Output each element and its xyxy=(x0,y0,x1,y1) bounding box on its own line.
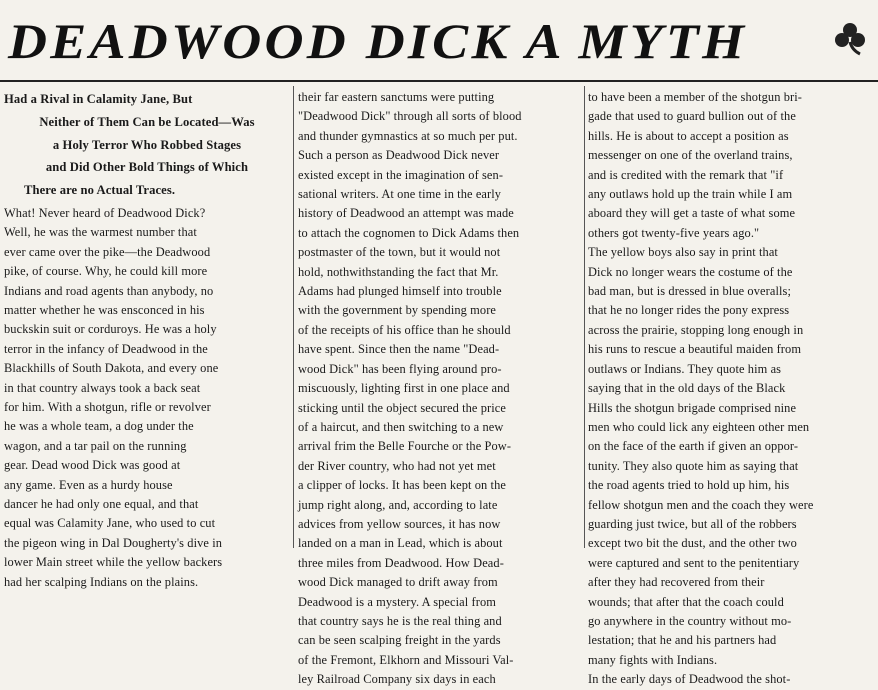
text-line: in that country always took a back seat xyxy=(4,380,201,395)
column-divider xyxy=(584,86,585,548)
text-line: dancer he had only one equal, and that xyxy=(4,497,199,512)
text-line: miscuously, lighting first in one place and xyxy=(298,381,510,396)
text-line: his runs to rescue a beautiful maiden from xyxy=(588,342,802,357)
text-line: postmaster of the town, but it would not xyxy=(298,245,501,260)
text-line: advices from yellow sources, it has now xyxy=(298,516,501,531)
text-line: on the face of the earth if given an oppor- xyxy=(588,439,799,454)
text-line: three miles from Deadwood. How Dead- xyxy=(298,555,504,570)
column-1 xyxy=(4,88,290,589)
text-line: terror in the infancy of Deadwood in the xyxy=(4,341,208,356)
text-line: wood Dick" has been flying around pro- xyxy=(298,361,502,376)
text-line: landed on a man in Lead, which is about xyxy=(298,536,503,551)
text-line: In the early days of Deadwood the shot- xyxy=(588,672,791,687)
text-line: gear. Dead wood Dick was good at xyxy=(4,458,181,473)
subheadline-line: and Did Other Bold Things of Which xyxy=(45,160,249,175)
headline-rule xyxy=(0,80,878,82)
text-line: of a haircut, and then switching to a new xyxy=(298,419,504,434)
text-line: any outlaws hold up the train while I am xyxy=(588,187,793,202)
column-divider xyxy=(293,86,294,548)
text-line: the road agents tried to hold up him, his xyxy=(588,478,790,493)
text-line: outlaws or Indians. They quote him as xyxy=(588,361,782,376)
text-line: fellow shotgun men and the coach they were xyxy=(588,497,814,512)
text-line: der River country, who had not yet met xyxy=(298,458,496,473)
text-line: that country says he is the real thing and xyxy=(298,613,502,628)
text-line: Deadwood is a mystery. A special from xyxy=(298,594,497,609)
text-line: go anywhere in the country without mo- xyxy=(588,613,792,628)
text-line: hold, nothwithstanding the fact that Mr. xyxy=(298,264,499,279)
text-line: buckskin suit or corduroys. He was a holy xyxy=(4,322,217,337)
text-line: had her scalping Indians on the plains. xyxy=(4,574,199,589)
text-line: and thunder gymnastics at so much per put. xyxy=(298,128,518,143)
text-line: guarding just twice, but all of the robbers xyxy=(588,516,797,531)
text-line: The yellow boys also say in print that xyxy=(588,245,778,260)
text-line: sational writers. At one time in the early xyxy=(298,187,502,202)
text-line: others got twenty-five years ago." xyxy=(588,225,760,240)
column-2 xyxy=(298,88,580,687)
subheadline xyxy=(4,88,290,202)
text-line: to attach the cognomen to Dick Adams then xyxy=(298,225,520,240)
text-line: that he no longer rides the pony express xyxy=(588,303,790,318)
text-line: to have been a member of the shotgun bri- xyxy=(588,90,802,104)
text-line: of the receipts of his office than he should xyxy=(298,322,511,337)
text-line: bad man, but is dressed in blue overalls; xyxy=(588,284,791,299)
text-line: saying that in the old days of the Black xyxy=(588,381,786,396)
shamrock-icon xyxy=(832,20,868,56)
text-line: after they had recovered from their xyxy=(588,575,765,590)
subheadline-line: a Holy Terror Who Robbed Stages xyxy=(52,137,242,152)
text-line: any game. Even as a hurdy house xyxy=(4,477,173,492)
text-line: sticking until the object secured the price xyxy=(298,400,506,415)
text-line: a clipper of locks. It has been kept on the xyxy=(298,478,506,493)
headline: DEADWOOD DICK A MYTH xyxy=(8,13,748,69)
text-line: for him. With a shotgun, rifle or revolver xyxy=(4,400,211,415)
article-header xyxy=(0,0,878,80)
text-line: were captured and sent to the penitentiary xyxy=(588,555,800,570)
text-line: pike, of course. Why, he could kill more xyxy=(4,264,208,279)
text-line: wood Dick managed to drift away from xyxy=(298,575,498,590)
text-line: ley Railroad Company six days in each xyxy=(298,672,496,687)
text-line: lower Main street while the yellow backers xyxy=(4,555,223,570)
text-line: history of Deadwood an attempt was made xyxy=(298,206,514,221)
subheadline-line: There are no Actual Traces. xyxy=(24,183,176,198)
text-line: "Deadwood Dick" through all sorts of blood xyxy=(298,109,522,124)
text-line: and is credited with the remark that "if xyxy=(588,167,784,182)
column-3 xyxy=(588,88,874,687)
text-line: Adams had plunged himself into trouble xyxy=(298,284,502,299)
text-line: Well, he was the warmest number that xyxy=(4,225,197,240)
text-line: messenger on one of the overland trains, xyxy=(588,148,793,163)
text-line: the pigeon wing in Dal Dougherty's dive in xyxy=(4,535,223,550)
text-line: ever came over the pike—the Deadwood xyxy=(4,244,211,259)
text-line: existed except in the imagination of sen- xyxy=(298,167,504,182)
text-line: aboard they will get a taste of what some xyxy=(588,206,796,221)
text-line: of the Fremont, Elkhorn and Missouri Val- xyxy=(298,652,514,667)
text-line: with the government by spending more xyxy=(298,303,497,318)
text-line: jump right along, and, according to late xyxy=(298,497,498,512)
subheadline-line: Had a Rival in Calamity Jane, But xyxy=(4,92,193,106)
text-line: Dick no longer wears the costume of the xyxy=(588,264,793,279)
text-line: can be seen scalping freight in the yards xyxy=(298,633,501,648)
text-line: Hills the shotgun brigade comprised nine xyxy=(588,400,797,415)
text-line: tunity. They also quote him as saying that xyxy=(588,458,799,473)
text-line: many fights with Indians. xyxy=(588,652,718,667)
text-line: Such a person as Deadwood Dick never xyxy=(298,148,500,163)
text-line: men who could lick any eighteen other men xyxy=(588,419,810,434)
text-line: arrival frim the Belle Fourche or the Pow- xyxy=(298,439,512,454)
text-line: wagon, and a tar pail on the running xyxy=(4,438,187,453)
text-line: except two bit the dust, and the other two xyxy=(588,536,797,551)
text-line: equal was Calamity Jane, who used to cut xyxy=(4,516,216,531)
text-line: matter whether he was ensconced in his xyxy=(4,303,205,318)
text-line: gade that used to guard bullion out of the xyxy=(588,109,796,124)
text-line: their far eastern sanctums were putting xyxy=(298,90,495,104)
text-line: have spent. Since then the name "Dead- xyxy=(298,342,500,357)
text-line: lestation; that he and his partners had xyxy=(588,633,777,648)
column-1-body xyxy=(4,204,290,592)
text-line: wounds; that after that the coach could xyxy=(588,594,784,609)
text-line: across the prairie, stopping long enough in xyxy=(588,322,804,337)
text-line: he was a whole team, a dog under the xyxy=(4,419,194,434)
text-line: Blackhills of South Dakota, and every one xyxy=(4,361,219,376)
text-line: Indians and road agents than anybody, no xyxy=(4,283,214,298)
text-line: hills. He is about to accept a position as xyxy=(588,128,789,143)
subheadline-line: Neither of Them Can be Located—Was xyxy=(39,114,255,129)
text-line: What! Never heard of Deadwood Dick? xyxy=(4,205,206,220)
